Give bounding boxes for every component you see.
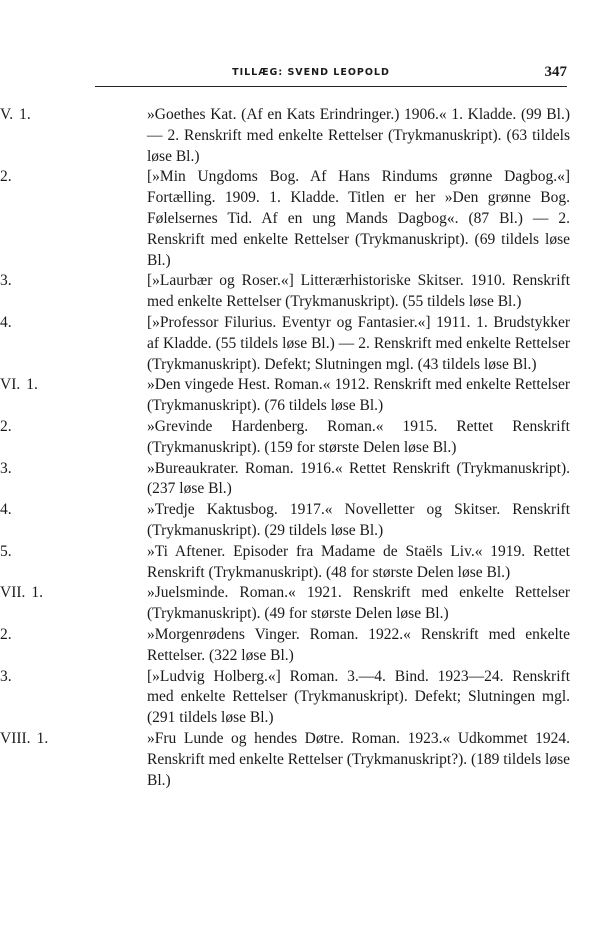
entry-text: »Goethes Kat. (Af en Kats Erindringer.) 1906.« 1. Kladde. (99 Bl.) — 2. Renskrift med enkelte Rettelser (Trykmanuskript). (63 tildels løse Bl.) xyxy=(147,106,570,165)
item-number: 1. xyxy=(36,729,49,747)
entry-text: [»Laurbær og Roser.«] Litterærhistoriske Skitser. 1910. Renskrift med enkelte Rettelser (Trykmanuskript). (55 tildels løse Bl.) xyxy=(147,272,570,311)
item-number: 3. xyxy=(0,459,12,477)
volume-number: VIII. xyxy=(0,729,31,747)
item-number: 2. xyxy=(0,168,12,186)
list-item xyxy=(0,375,570,417)
list-item xyxy=(0,667,570,729)
list-item xyxy=(0,167,570,271)
list-item xyxy=(0,105,570,167)
item-number: 2. xyxy=(0,417,12,435)
entry-text: »Juelsminde. Roman.« 1921. Renskrift med enkelte Rettelser (Trykmanuskript). (49 for største Delen løse Bl.) xyxy=(147,584,570,623)
list-item xyxy=(0,459,570,501)
list-item xyxy=(0,625,570,667)
running-head: TILLÆG: SVEND LEOPOLD xyxy=(232,67,390,78)
page-header xyxy=(95,64,567,84)
entry-text: »Bureaukrater. Roman. 1916.« Rettet Renskrift (Trykmanuskript). (237 løse Bl.) xyxy=(147,459,570,498)
list-item xyxy=(0,583,570,625)
entry-text: [»Ludvig Holberg.«] Roman. 3.—4. Bind. 1923—24. Renskrift med enkelte Rettelser (Trykmanuskript). Defekt; Slutningen mgl. (291 tildels løse Bl.) xyxy=(147,667,570,727)
item-number: 5. xyxy=(0,542,12,560)
item-number: 1. xyxy=(19,106,31,123)
item-number: 3. xyxy=(0,272,12,290)
list-item xyxy=(0,313,570,375)
entry-text: »Tredje Kaktusbog. 1917.« Novelletter og Skitser. Renskrift (Trykmanuskript). (29 tildels løse Bl.) xyxy=(147,501,570,539)
list-item xyxy=(0,542,570,584)
entry-text: »Den vingede Hest. Roman.« 1912. Renskrift med enkelte Rettelser (Trykmanuskript). (76 tildels løse Bl.) xyxy=(147,376,570,415)
list-item xyxy=(0,729,570,791)
entry-text: »Fru Lunde og hendes Døtre. Roman. 1923.« Udkommet 1924. Renskrift med enkelte Rettelser (Trykmanuskript?). (189 tildels løse Bl.) xyxy=(147,729,571,789)
item-number: 4. xyxy=(0,313,12,331)
entry-text: [»Professor Filurius. Eventyr og Fantasier.«] 1911. 1. Brudstykker af Kladde. (55 tildels løse Bl.) — 2. Renskrift med enkelte Rettelser (Trykmanuskript). Defekt; Slutningen mgl. (43 tildels løse Bl.) xyxy=(147,313,570,373)
entry-text: »Ti Aftener. Episoder fra Madame de Staëls Liv.« 1919. Rettet Renskrift (Trykmanuskript). (48 for største Delen løse Bl.) xyxy=(147,542,570,581)
entry-text: »Grevinde Hardenberg. Roman.« 1915. Rettet Renskrift (Trykmanuskript). (159 for største Delen løse Bl.) xyxy=(147,417,570,456)
list-item xyxy=(0,500,570,542)
volume-number: V. xyxy=(0,106,14,123)
item-number: 1. xyxy=(26,376,38,394)
item-number: 3. xyxy=(0,667,12,685)
item-number: 1. xyxy=(31,584,44,602)
entry-text: »Morgenrødens Vinger. Roman. 1922.« Renskrift med enkelte Rettelser. (322 løse Bl.) xyxy=(147,625,570,664)
header-rule xyxy=(95,86,567,87)
volume-number: VI. xyxy=(0,376,21,394)
entry-text: [»Min Ungdoms Bog. Af Hans Rindums grønne Dagbog.«] Fortælling. 1909. 1. Kladde. Titlen er her »Den grønne Bog. Følelsernes Tid. Af en ung Mands Dagbog«. (87 Bl.) — 2. Renskrift med enkelte Rettelser (Trykmanuskript). (69 tildels løse Bl.) xyxy=(147,168,570,269)
list-item xyxy=(0,271,570,313)
page-number: 347 xyxy=(544,64,567,80)
list-item xyxy=(0,417,570,459)
entry-list xyxy=(0,105,600,791)
volume-number: VII. xyxy=(0,584,26,602)
item-number: 4. xyxy=(0,501,12,519)
item-number: 2. xyxy=(0,625,12,643)
